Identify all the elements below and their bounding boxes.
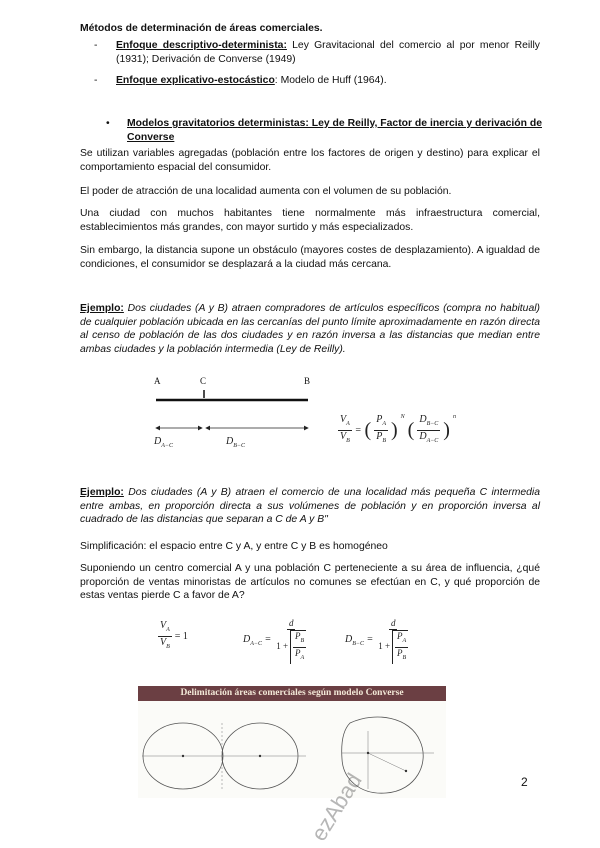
- example-label: Ejemplo:: [80, 487, 124, 498]
- center-b: [259, 755, 261, 757]
- method-explicative: [116, 74, 540, 88]
- converse-dbc-formula: $D_{B-C}$ = d 1 + $\frac{P_A}{P_B}$: [345, 618, 410, 664]
- method-title: Enfoque explicativo-estocástico: [116, 75, 275, 86]
- label-point-c: C: [200, 376, 207, 386]
- question: Suponiendo un centro comercial A y una población C perteneciente a su área de influencia, ¿qué proporción de ventas minoristas de artículos no comunes se efectúan en C, y qué proporción de estas ventas pierde C a favor de A?: [80, 563, 540, 601]
- watermark-text: ezAbad: [306, 768, 367, 846]
- paragraph-distance: Sin embargo, la distancia supone un obstáculo (mayores costes de desplazamiento). A igualdad de condiciones, el consumidor se desplazará a la ciudad más cercana.: [80, 245, 540, 270]
- converse-dac-formula: $D_{A-C}$ = d 1 + $\frac{P_B}{P_A}$: [243, 618, 308, 664]
- label-point-a: A: [154, 376, 161, 386]
- reilly-formula: $\frac{V_A}{V_B}$ = ( $\frac{P_A}{P_B}$ ) $^N$ ( $\frac{D_{B-C}}{D_{A-C}}$ ) $^n$: [340, 414, 456, 444]
- bullet-dash: -: [94, 75, 98, 86]
- converse-figure-svg: [138, 701, 446, 798]
- converse-eq-one: $\frac{V_A}{V_B}$ = 1: [160, 620, 188, 650]
- example-reilly: [80, 302, 540, 356]
- section-title: Modelos gravitatorios deterministas: Ley de Reilly, Factor de inercia y derivación de Converse: [127, 118, 542, 143]
- figure-title: Delimitación áreas comerciales según modelo Converse: [138, 686, 446, 701]
- method-text: Ley Gravitacional del comercio al por menor Reilly (1931); Derivación de Converse (1949): [116, 40, 540, 65]
- label-dist-bc: $D_{B-C}$: [226, 436, 245, 449]
- converse-figure: [138, 686, 446, 798]
- bullet-dot: •: [106, 118, 110, 129]
- outer-point: [405, 770, 407, 772]
- paragraph-variables: Se utilizan variables agregadas (población entre los factores de origen y destino) para explicar el comportamiento espacial del consumidor.: [80, 148, 540, 173]
- method-title: Enfoque descriptivo-determinista:: [116, 40, 287, 51]
- center-a: [182, 755, 184, 757]
- label-dist-ac: $D_{A-C}$: [154, 436, 173, 449]
- example-text: Dos ciudades (A y B) atraen el comercio de una localidad más pequeña C intermedia entre ambas, en proporción directa a sus volúmenes de población y en proporción inversa al cuadrado de las distancias que separan a C de A y B": [80, 487, 540, 525]
- example-label: Ejemplo:: [80, 303, 124, 314]
- heading: Métodos de determinación de áreas comerciales.: [80, 23, 323, 34]
- radius-line: [368, 753, 406, 771]
- paragraph-infrastructure: Una ciudad con muchos habitantes tiene normalmente más infraestructura comercial, establecimientos más grandes, con mayor surtido y más especializados.: [80, 208, 540, 233]
- page-number: 2: [521, 775, 528, 789]
- label-point-b: B: [304, 376, 311, 386]
- simplification: Simplificación: el espacio entre C y A, y entre C y B es homogéneo: [80, 541, 388, 552]
- example-converse: [80, 486, 540, 527]
- bullet-dash: -: [94, 40, 98, 51]
- paragraph-attraction: El poder de atracción de una localidad aumenta con el volumen de su población.: [80, 186, 452, 197]
- reilly-line-diagram: [150, 376, 320, 448]
- center-point: [367, 752, 369, 754]
- method-text: : Modelo de Huff (1964).: [274, 75, 387, 86]
- example-text: Dos ciudades (A y B) atraen compradores de artículos específicos (compra no habitual) de cualquier población ubicada en las cercanías del punto límite aproximadamente en razón directa al censo de población de las dos ciudades y en razón inversa a las distancias que median entre ambas ciudades y la población intermedia (Ley de Reilly).: [80, 303, 540, 355]
- method-descriptive: [116, 39, 540, 66]
